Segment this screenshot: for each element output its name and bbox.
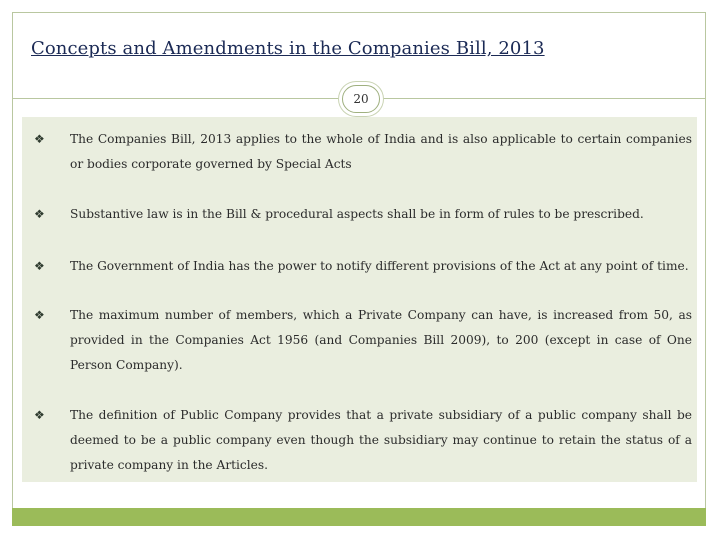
bullet-item: [32, 303, 692, 378]
bullet-text: The Companies Bill, 2013 applies to the whole of India and is also applicable to certain companies or bodies corporate governed by Special Acts: [70, 132, 692, 171]
diamond-bullet-icon: ❖: [34, 408, 45, 422]
bullet-text: The Government of India has the power to notify different provisions of the Act at any point of time.: [70, 259, 689, 273]
bullet-item: [32, 202, 692, 227]
footer-accent-bar: [12, 508, 706, 526]
bullet-item: [32, 403, 692, 478]
bullet-text: The maximum number of members, which a Private Company can have, is increased from 50, as provided in the Companies Act 1956 (and Companies Bill 2009), to 200 (except in case of One Person Company).: [70, 308, 692, 372]
diamond-bullet-icon: ❖: [34, 259, 45, 273]
bullet-item: [32, 254, 692, 279]
slide-title: Concepts and Amendments in the Companies Bill, 2013: [31, 38, 545, 59]
diamond-bullet-icon: ❖: [34, 308, 45, 322]
page-number-badge: 20: [342, 85, 380, 113]
bullet-text: The definition of Public Company provides that a private subsidiary of a public company shall be deemed to be a public company even though the subsidiary may continue to retain the status of a private company in the Articles.: [70, 408, 692, 472]
content-panel: [22, 117, 697, 482]
bullet-text: Substantive law is in the Bill & procedural aspects shall be in form of rules to be prescribed.: [70, 207, 644, 221]
bullet-item: [32, 127, 692, 177]
diamond-bullet-icon: ❖: [34, 207, 45, 221]
diamond-bullet-icon: ❖: [34, 132, 45, 146]
